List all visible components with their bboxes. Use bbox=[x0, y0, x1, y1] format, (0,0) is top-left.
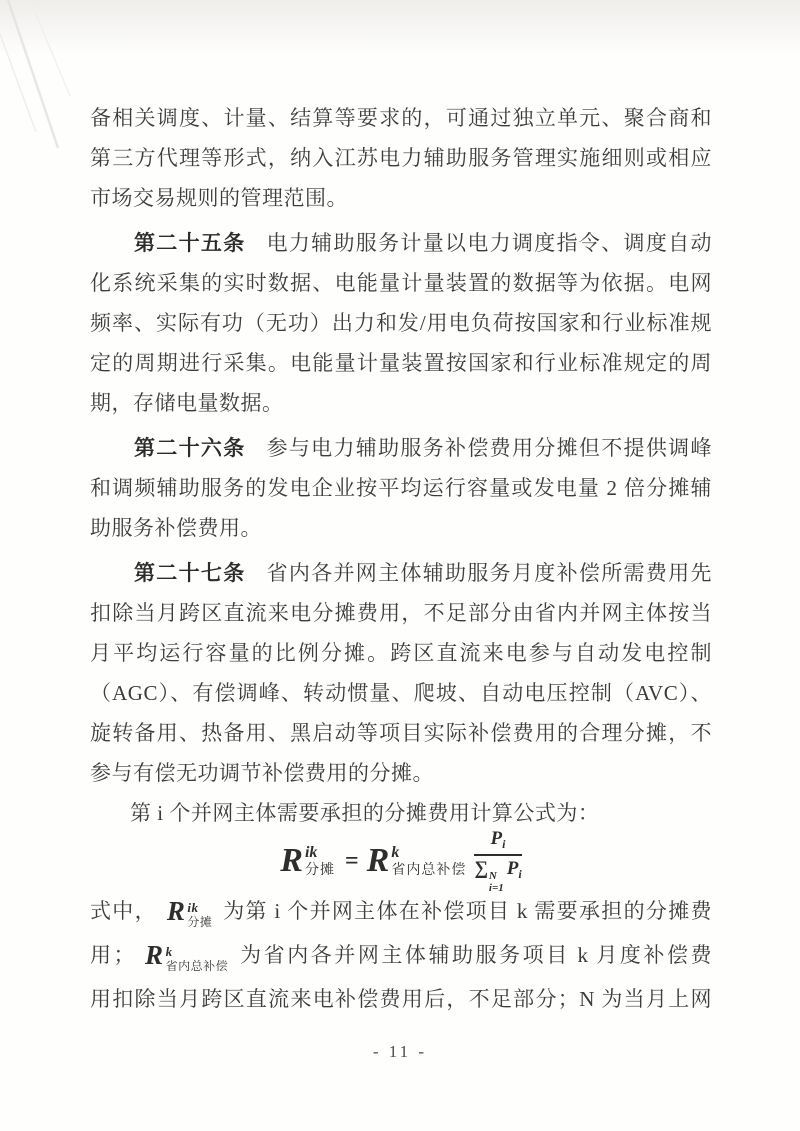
equals-sign: = bbox=[344, 847, 359, 874]
article-27-first-line bbox=[90, 553, 712, 593]
formula-rhs-subscript: 省内总补偿 bbox=[391, 862, 467, 878]
article-number-heading: 第二十七条 bbox=[134, 561, 246, 585]
paragraph-line: 期，存储电量数据。 bbox=[90, 391, 284, 415]
paragraph-line: 月平均运行容量的比例分摊。跨区直流来电参与自动发电控制 bbox=[90, 641, 712, 665]
paragraph-line: 参与有偿无功调节补偿费用的分摊。 bbox=[90, 761, 434, 785]
paragraph-line: 市场交易规则的管理范围。 bbox=[90, 186, 348, 210]
article-25-first-line bbox=[90, 223, 712, 263]
paragraph-line: 旋转备用、热备用、黑启动等项目实际补偿费用的合理分摊，不 bbox=[90, 721, 712, 745]
formula-rhs bbox=[367, 844, 467, 878]
inline-math-r-k: R k 省内总补偿 bbox=[145, 939, 229, 973]
document-body bbox=[90, 98, 712, 1021]
paragraph-line: （AGC）、有偿调峰、转动惯量、爬坡、自动电压控制（AVC）、 bbox=[90, 681, 712, 705]
fraction-numerator: $P_i$ bbox=[474, 829, 521, 856]
article-number-heading: 第二十六条 bbox=[134, 436, 246, 460]
inline-math-r-ik: R ik 分摊 bbox=[166, 895, 213, 929]
formula-lhs-subscript: 分摊 bbox=[304, 862, 335, 878]
sigma-upper-limit: N bbox=[488, 869, 497, 882]
article-number-heading: 第二十五条 bbox=[134, 231, 246, 255]
formula-rhs-base: R bbox=[366, 842, 390, 879]
formula-fraction bbox=[474, 829, 521, 894]
sigma-lower-limit: i=1 bbox=[488, 881, 504, 894]
formula-lhs-superscript: ik bbox=[304, 843, 318, 861]
paragraph-line: 备相关调度、计量、结算等要求的，可通过独立单元、聚合商和 bbox=[90, 106, 712, 130]
paragraph-line: 扣除当月跨区直流来电分摊费用，不足部分由省内并网主体按当 bbox=[90, 601, 712, 625]
share-cost-formula bbox=[90, 827, 712, 894]
formula-rhs-superscript: k bbox=[391, 843, 400, 861]
article-26-first-line bbox=[90, 428, 712, 468]
formula-leadin-line: 第 i 个并网主体需要承担的分摊费用计算公式为： bbox=[130, 801, 600, 825]
paragraph-text: 电力辅助服务计量以电力调度指令、调度自动 bbox=[266, 231, 712, 255]
paragraph-line: 定的周期进行采集。电能量计量装置按国家和行业标准规定的周 bbox=[90, 351, 712, 375]
paragraph-line: 化系统采集的实时数据、电能量计量装置的数据等为依据。电网 bbox=[90, 271, 712, 295]
paragraph-line: 和调频辅助服务的发电企业按平均运行容量或发电量 2 倍分摊辅 bbox=[90, 476, 712, 500]
page-number: - 11 - bbox=[372, 1042, 428, 1061]
formula-explanation-line: 用扣除当月跨区直流来电补偿费用后，不足部分；N 为当月上网 bbox=[90, 987, 712, 1011]
paragraph-text: 参与电力辅助服务补偿费用分摊但不提供调峰 bbox=[266, 436, 712, 460]
paragraph-text: 省内各并网主体辅助服务月度补偿所需费用先 bbox=[266, 561, 712, 585]
fraction-denominator: ∑ N i=1 $P_i$ bbox=[474, 857, 522, 894]
formula-lhs bbox=[280, 844, 335, 878]
formula-explanation-line: 用； R k 省内总补偿 为省内各并网主体辅助服务项目 k 月度补偿费 bbox=[90, 939, 713, 973]
paragraph-line: 助服务补偿费用。 bbox=[90, 516, 262, 540]
formula-explanation-line: 式中， R ik 分摊 为第 i 个并网主体在补偿项目 k 需要承担的分摊费 bbox=[90, 895, 712, 929]
sigma-symbol: ∑ bbox=[474, 857, 488, 879]
paragraph-line: 频率、实际有功（无功）出力和发/用电负荷按国家和行业标准规 bbox=[90, 311, 712, 335]
formula-lhs-base: R bbox=[280, 842, 303, 879]
paragraph-line: 第三方代理等形式，纳入江苏电力辅助服务管理实施细则或相应 bbox=[90, 146, 712, 170]
